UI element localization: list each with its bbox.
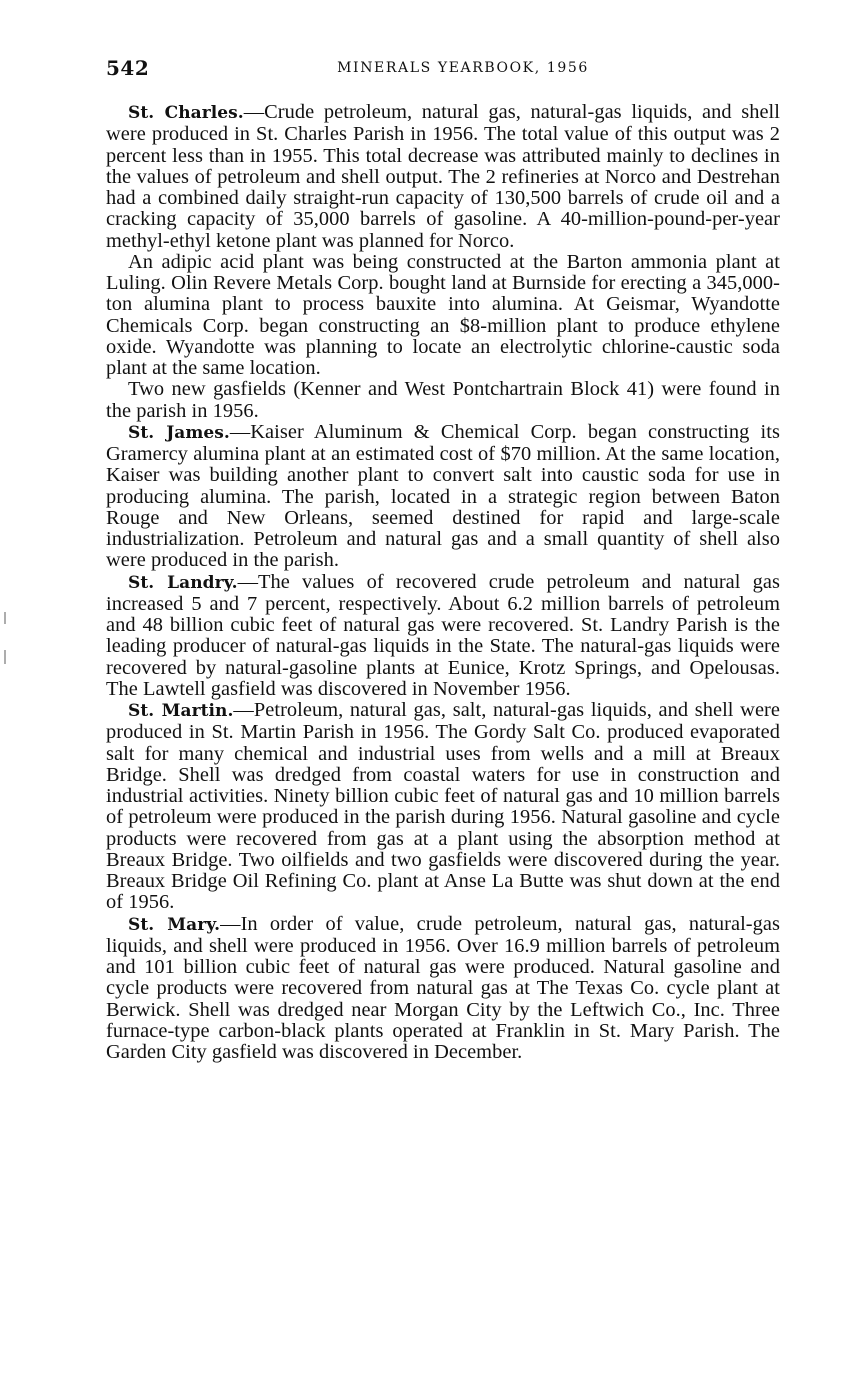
- paragraph-st-mary: [106, 914, 780, 1064]
- body-text: [106, 102, 780, 1063]
- paragraph-lead: St. James.: [128, 422, 230, 443]
- paragraph-st-landry: [106, 572, 780, 701]
- paragraph-st-charles: [106, 102, 780, 252]
- paragraph-gasfields: [106, 379, 780, 422]
- scan-margin-mark: [4, 650, 6, 664]
- paragraph-text: An adipic acid plant was being constructed at the Barton ammonia plant at Luling. Olin Revere Metals Corp. bought land at Burnside for erecting a 345,000-ton alumina plant to process bauxite into alumina. At Geismar, Wyandotte Chemicals Corp. began constructing an $8-million plant to produce ethylene oxide. Wyandotte was planning to locate an electrolytic chlorine-caustic soda plant at the same location.: [106, 250, 780, 379]
- paragraph-text: —Kaiser Aluminum & Chemical Corp. began constructing its Gramercy alumina plant at an estimated cost of $70 million. At the same location, Kaiser was building another plant to convert salt into caustic soda for use in producing alumina. The parish, located in a strategic region between Baton Rouge and New Orleans, seemed destined for rapid and large-scale industrialization. Petroleum and natural gas and a small quantity of shell also were produced in the parish.: [106, 420, 780, 572]
- running-title: MINERALS YEARBOOK, 1956: [337, 60, 589, 76]
- paragraph-text: —Petroleum, natural gas, salt, natural-gas liquids, and shell were produced in St. Martin Parish in 1956. The Gordy Salt Co. produced evaporated salt for many chemical and industrial uses from wells and a mill at Breaux Bridge. Shell was dredged from coastal waters for use in construction and industrial activities. Ninety billion cubic feet of natural gas and 10 million barrels of petroleum were produced in the parish during 1956. Natural gasoline and cycle products were recovered from gas at a plant using the absorption method at Breaux Bridge. Two oilfields and two gasfields were discovered during the year. Breaux Bridge Oil Refining Co. plant at Anse La Butte was shut down at the end of 1956.: [106, 699, 780, 914]
- paragraph-adipic-acid: [106, 252, 780, 380]
- paragraph-lead: St. Martin.: [128, 701, 234, 721]
- page-number: 542: [106, 56, 150, 80]
- paragraph-lead: St. Charles.: [128, 103, 244, 123]
- running-head: [106, 56, 780, 84]
- paragraph-text: Two new gasfields (Kenner and West Pontchartrain Block 41) were found in the parish in 1956.: [106, 378, 780, 422]
- paragraph-lead: St. Landry.: [128, 572, 238, 593]
- paragraph-text: —In order of value, crude petroleum, natural gas, natural-gas liquids, and shell were produced in 1956. Over 16.9 million barrels of petroleum and 101 billion cubic feet of natural gas were produced. Natural gasoline and cycle products were recovered from natural gas at The Texas Co. cycle plant at Berwick. Shell was dredged near Morgan City by the Leftwich Co., Inc. Three furnace-type carbon-black plants operated at Franklin in St. Mary Parish. The Garden City gasfield was discovered in December.: [106, 912, 780, 1063]
- paragraph-text: —Crude petroleum, natural gas, natural-gas liquids, and shell were produced in St. Charles Parish in 1956. The total value of this output was 2 percent less than in 1955. This total decrease was attributed mainly to declines in the values of petroleum and shell output. The 2 refineries at Norco and Destrehan had a combined daily straight-run capacity of 130,500 barrels of crude oil and a cracking capacity of 35,000 barrels of gasoline. A 40-million-pound-per-year methyl-ethyl ketone plant was planned for Norco.: [106, 101, 780, 252]
- paragraph-st-james: [106, 422, 780, 572]
- paragraph-st-martin: [106, 700, 780, 914]
- scan-margin-mark: [4, 612, 6, 624]
- paragraph-text: —The values of recovered crude petroleum and natural gas increased 5 and 7 percent, respectively. About 6.2 million barrels of petroleum and 48 billion cubic feet of natural gas were recovered. St. Landry Parish is the leading producer of natural-gas liquids in the State. The natural-gas liquids were recovered by natural-gasoline plants at Eunice, Krotz Springs, and Opelousas. The Lawtell gasfield was discovered in November 1956.: [106, 570, 780, 700]
- paragraph-lead: St. Mary.: [128, 914, 221, 935]
